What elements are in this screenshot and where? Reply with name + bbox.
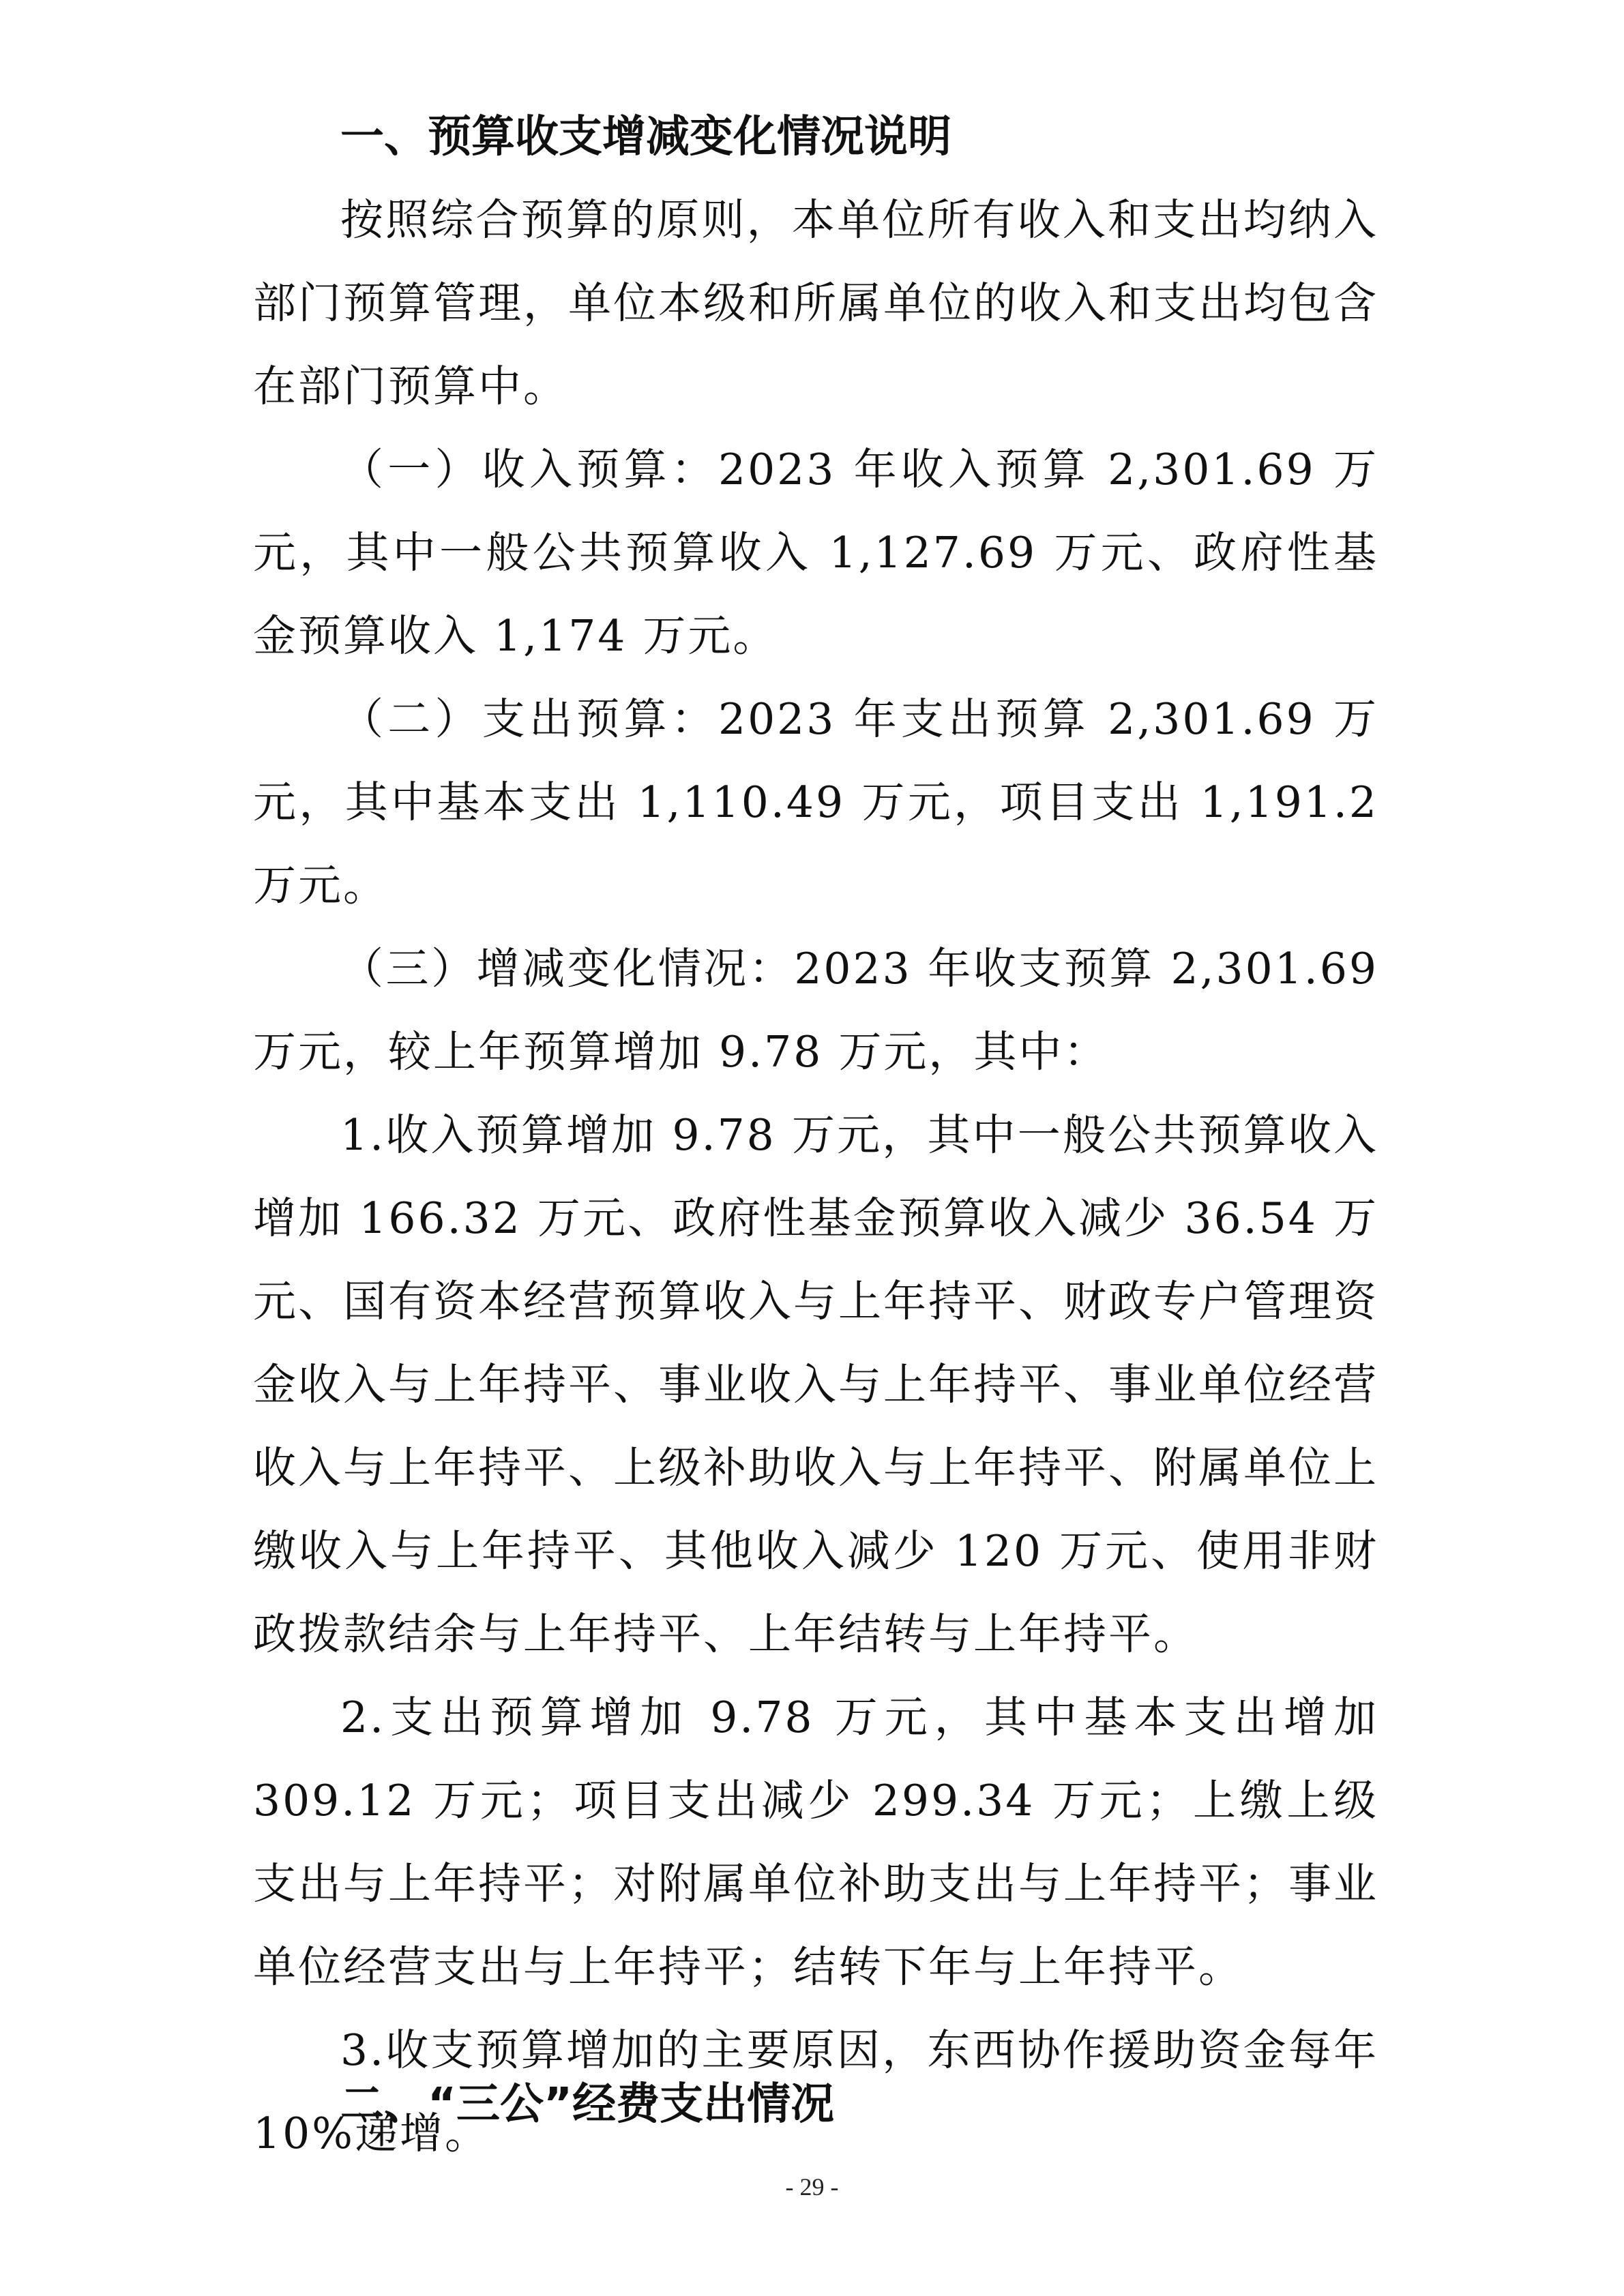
section-2-heading: 二、“三公”经费支出情况 [340,2079,835,2130]
paragraph-expenditure-budget: （二）支出预算：2023 年支出预算 2,301.69 万元，其中基本支出 1,110.49 万元，项目支出 1,191.2 万元。 [253,694,1378,910]
paragraph-expenditure-increase: 2.支出预算增加 9.78 万元，其中基本支出增加 309.12 万元；项目支出减少 299.34 万元；上缴上级支出与上年持平；对附属单位补助支出与上年持平；事业单位经营支出与上年持平；结转下年与上年持平。 [253,1693,1378,1992]
page-body [253,95,1378,2175]
paragraph-main-reason: 3.收支预算增加的主要原因，东西协作援助资金每年 10%递增。 [253,2025,1378,2158]
paragraph-comprehensive-budget: 按照综合预算的原则，本单位所有收入和支出均纳入部门预算管理，单位本级和所属单位的收入和支出均包含在部门预算中。 [253,195,1378,411]
paragraph-change-summary: （三）增减变化情况：2023 年收支预算 2,301.69 万元，较上年预算增加 9.78 万元，其中： [253,944,1378,1077]
paragraph-income-increase: 1.收入预算增加 9.78 万元，其中一般公共预算收入增加 166.32 万元、政府性基金预算收入减少 36.54 万元、国有资本经营预算收入与上年持平、财政专户管理资金收入与上年持平、事业收入与上年持平、事业单位经营收入与上年持平、上级补助收入与上年持平、附属单位上缴收入与上年持平、其他收入减少 120 万元、使用非财政拨款结余与上年持平、上年结转与上年持平。 [253,1110,1378,1659]
section-1-heading: 一、预算收支增减变化情况说明 [340,112,951,162]
page-number: - 29 - [785,2173,839,2201]
paragraph-income-budget: （一）收入预算：2023 年收入预算 2,301.69 万元，其中一般公共预算收入 1,127.69 万元、政府性基金预算收入 1,174 万元。 [253,445,1378,661]
